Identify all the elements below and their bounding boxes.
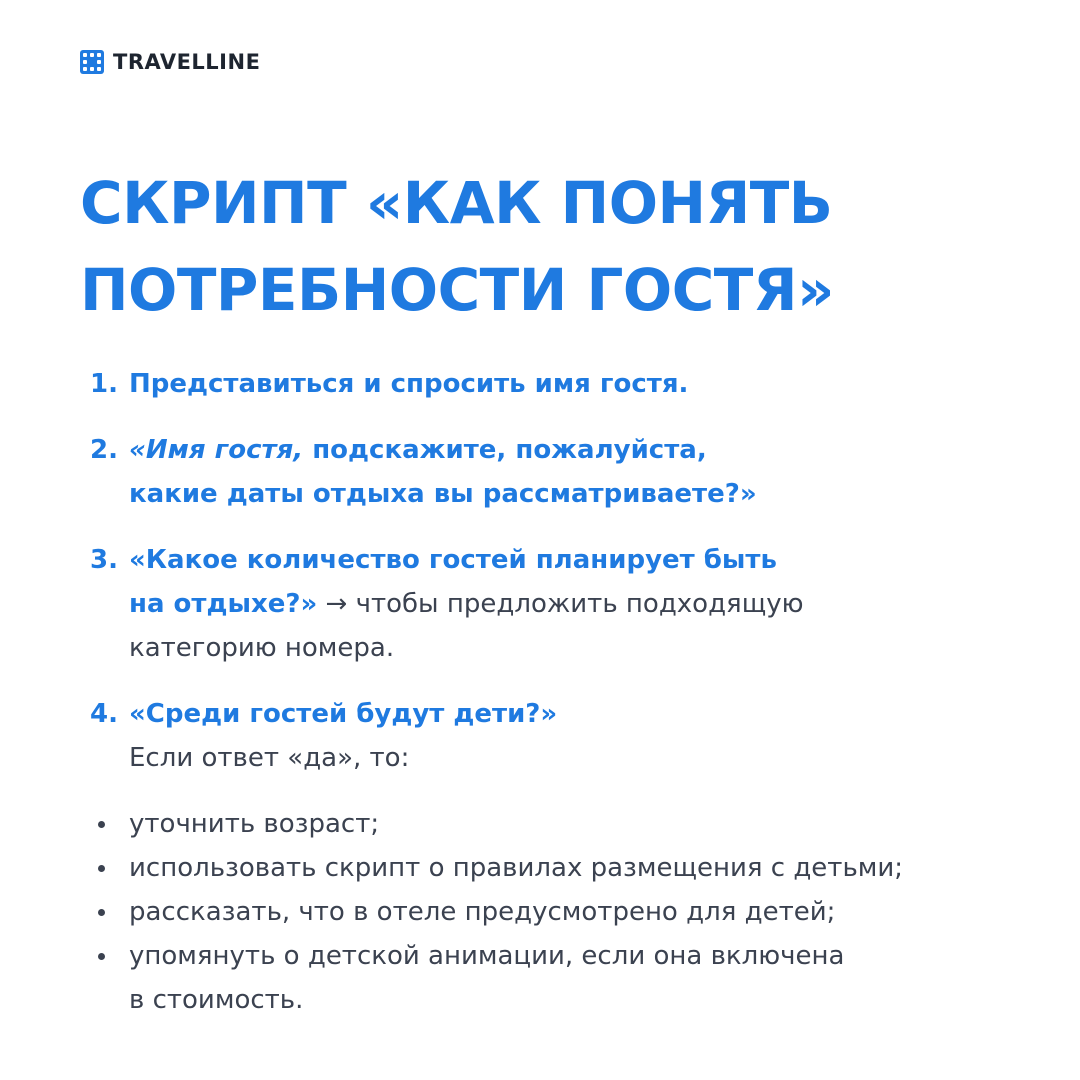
step-text: Представиться и спросить имя гостя.	[129, 369, 689, 399]
step-line-1: «Какое количество гостей планирует быть	[129, 545, 777, 575]
script-step-4	[80, 692, 1060, 780]
bullet-dot-icon	[98, 953, 105, 960]
list-item-text: уточнить возраст;	[129, 809, 380, 839]
children-bullets-list	[80, 802, 1070, 1022]
step-number: 2.	[90, 435, 118, 465]
step-number: 1.	[90, 369, 118, 399]
step-number: 4.	[90, 699, 118, 729]
step-line-3: категорию номера.	[129, 633, 395, 663]
list-item	[80, 802, 1070, 846]
page-title-line-2: ПОТРЕБНОСТИ ГОСТЯ»	[80, 256, 834, 324]
brand-logo	[80, 49, 260, 75]
script-step-3	[80, 538, 1060, 670]
list-item-text: рассказать, что в отеле предусмотрено для детей;	[129, 897, 836, 927]
bullet-dot-icon	[98, 821, 105, 828]
page-title-line-1: СКРИПТ «КАК ПОНЯТЬ	[80, 169, 833, 237]
step-line-2	[129, 582, 1060, 626]
guest-name-placeholder: «Имя гостя,	[129, 435, 304, 465]
step-explanation: → чтобы предложить подходящую	[317, 589, 804, 619]
list-item	[80, 846, 1070, 890]
step-line-2: какие даты отдыха вы рассматриваете?»	[129, 479, 757, 509]
step-line-1: «Среди гостей будут дети?»	[129, 699, 558, 729]
grid-logo-icon	[80, 50, 104, 74]
step-question: на отдыхе?»	[129, 589, 318, 619]
bullet-dot-icon	[98, 909, 105, 916]
list-item-text: использовать скрипт о правилах размещения с детьми;	[129, 853, 904, 883]
bullet-dot-icon	[98, 865, 105, 872]
step-text: подскажите, пожалуйста,	[303, 435, 707, 465]
list-item-text-continued: в стоимость.	[129, 985, 304, 1015]
list-item	[80, 934, 1070, 1022]
page-title	[80, 160, 1040, 334]
script-step-1	[80, 362, 1060, 406]
list-item-text: упомянуть о детской анимации, если она включена	[129, 941, 845, 971]
script-step-2	[80, 428, 1060, 516]
brand-name: TRAVELLINE	[113, 50, 261, 74]
step-line-1	[129, 428, 1060, 472]
list-item	[80, 890, 1070, 934]
step-number: 3.	[90, 545, 118, 575]
step-line-2: Если ответ «да», то:	[129, 743, 410, 773]
script-steps-list	[80, 362, 1060, 802]
